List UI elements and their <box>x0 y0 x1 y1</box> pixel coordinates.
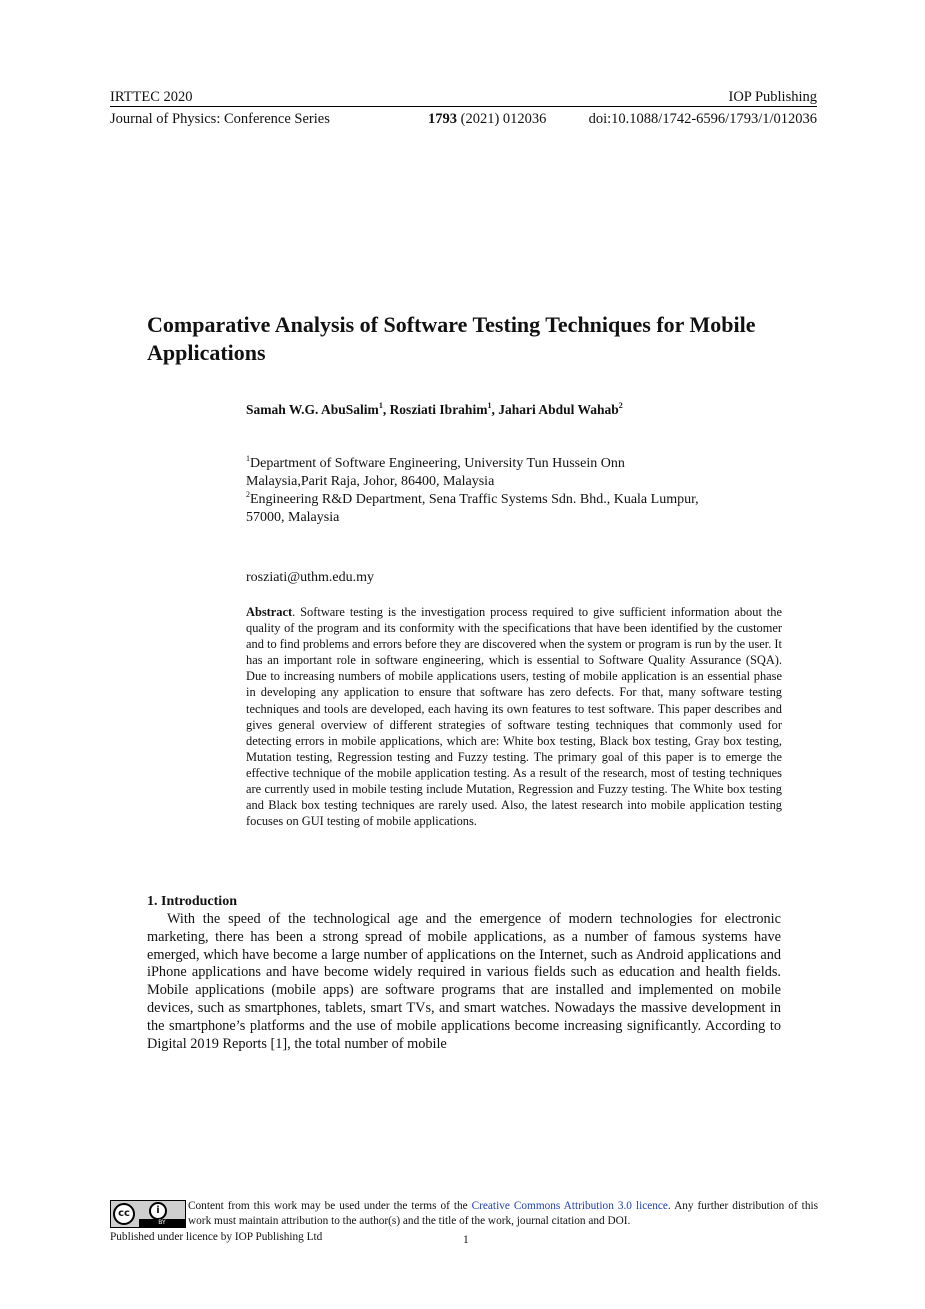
attribution-icon: i <box>149 1202 167 1220</box>
affiliation-2-cont: 57000, Malaysia <box>246 510 340 525</box>
affiliation-number: 1 <box>246 454 250 463</box>
author-affiliation-mark: 1 <box>378 401 383 410</box>
publisher-name: IOP Publishing <box>728 89 817 105</box>
cc-by-license-icon <box>110 1200 186 1228</box>
abstract <box>246 604 782 829</box>
page-number: 1 <box>463 1234 469 1246</box>
intro-paragraph: With the speed of the technological age and the emergence of modern technologies for electronic marketing, there has been a strong spread of mobile applications, as a number of famous systems have emerged, which have become a large number of applications on the Internet, such as Android applications and iPhone applications and have become widely required in various fields such as education and health fields. Mobile applications (mobile apps) are software programs that are installed and implemented on mobile devices, such as smartphones, tablets, smart TVs, and smart watches. Nowadays the massive development in the smartphone’s platforms and the use of mobile applications become increasing significantly. According to Digital 2019 Reports [1], the total number of mobile <box>147 911 781 1052</box>
license-link[interactable]: Creative Commons Attribution 3.0 licence <box>471 1200 668 1212</box>
section-heading: 1. Introduction <box>147 894 237 909</box>
author-separator: , <box>491 402 499 417</box>
abstract-text: . Software testing is the investigation process required to give sufficient information about the quality of the program and its conformity with the specifications that have been identified by the customer and to find problems and errors before they are discovered when the system or program is run by the user. It has an important role in software engineering, which is essential to Software Quality Assurance (SQA). Due to increasing numbers of mobile applications users, testing of mobile application is an essential phase in developing any application to ensure that software has zero defects. For that, many software testing techniques and tools are developed, each having its own features to test software. This paper describes and gives general overview of different strategies of software testing techniques that commonly used for detecting errors in mobile applications, which are: White box testing, Black box testing, Gray box testing, Mutation testing, Regression testing and Fuzzy testing. The primary goal of this paper is to emerge the effective technique of the mobile application testing. As a result of the research, most of testing techniques are currently used in mobile testing include Mutation, Regression and Fuzzy testing. The White box testing and Black box testing techniques are rarely used. Also, the latest research into mobile application testing focuses on GUI testing of mobile applications. <box>246 605 782 829</box>
affiliation-text: Engineering R&D Department, Sena Traffic Systems Sdn. Bhd., Kuala Lumpur, <box>250 492 699 507</box>
affiliation-text: Department of Software Engineering, University Tun Hussein Onn <box>250 456 625 471</box>
author-list <box>246 402 623 418</box>
volume-number: 1793 <box>428 111 457 127</box>
publisher-licence-note: Published under licence by IOP Publishing Ltd <box>110 1231 323 1243</box>
affiliation-2 <box>246 491 766 509</box>
affiliation-1 <box>246 455 766 473</box>
citation <box>428 110 546 128</box>
license-text <box>188 1199 818 1229</box>
affiliation-1-cont: Malaysia,Parit Raja, Johor, 86400, Malaysia <box>246 474 495 489</box>
by-label: BY <box>139 1219 185 1227</box>
creative-commons-icon: cc <box>113 1203 135 1225</box>
affiliation-number: 2 <box>246 490 250 499</box>
affiliations <box>246 455 766 527</box>
paper-title: Comparative Analysis of Software Testing Techniques for Mobile Applications <box>147 312 756 365</box>
year-article: (2021) 012036 <box>460 111 547 127</box>
author-name: Samah W.G. AbuSalim <box>246 402 379 417</box>
author-separator: , <box>382 402 390 417</box>
license-text-pre: Content from this work may be used under the terms of the <box>188 1200 472 1212</box>
conference-name: IRTTEC 2020 <box>110 89 193 105</box>
contact-email: rosziati@uthm.edu.my <box>246 570 374 585</box>
author-name: Rosziati Ibrahim <box>389 402 488 417</box>
author-affiliation-mark: 1 <box>487 401 492 410</box>
author-affiliation-mark: 2 <box>618 401 623 410</box>
abstract-label: Abstract <box>246 605 293 619</box>
author-name: Jahari Abdul Wahab <box>498 402 619 417</box>
journal-name: Journal of Physics: Conference Series <box>110 111 330 127</box>
header-rule <box>110 106 817 107</box>
license-text-post: . Any further distribution of this work must maintain attribution to the author(s) and the title of the work, journal citation and DOI. <box>188 1200 819 1227</box>
doi: doi:10.1088/1742-6596/1793/1/012036 <box>588 111 817 127</box>
